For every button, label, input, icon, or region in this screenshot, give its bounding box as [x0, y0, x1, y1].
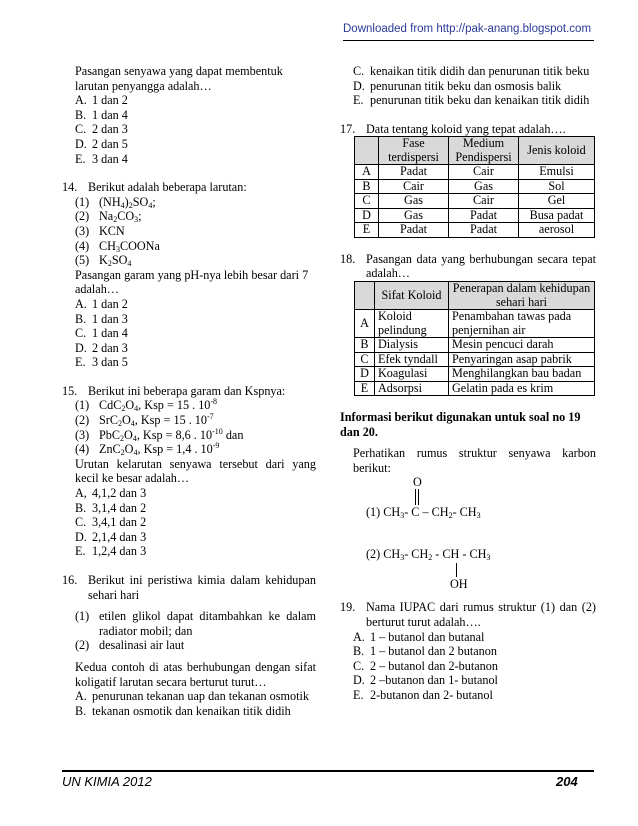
q19-number: 19. — [340, 600, 356, 615]
struct1-formula: (1) $CH_3-$ C – $CH_2-$ $CH_3$ — [366, 505, 481, 521]
table-cell: C — [355, 352, 375, 367]
table-cell: Adsorpsi — [375, 381, 449, 396]
q15-stem: Berikut ini beberapa garam dan Kspnya: — [88, 383, 286, 398]
q14-stem: Berikut adalah beberapa larutan: — [88, 180, 247, 195]
table-cell: D — [355, 367, 375, 382]
table-cell: Penambahan tawas pada penjernihan air — [449, 310, 595, 338]
table-cell: Cair — [449, 194, 519, 209]
footer-divider — [62, 770, 594, 772]
q15-item-4: (4) $ZnC_2O_4$, Ksp = 1,4 . $10^{-9}$ — [75, 441, 220, 458]
q14-item-1: (1) $(NH_4)_2SO_4$; — [75, 194, 156, 210]
table-row — [355, 223, 595, 238]
colloid-application-table — [354, 281, 595, 396]
q17-stem: Data tentang koloid yang tepat adalah…. — [366, 121, 566, 136]
table-row — [355, 352, 595, 367]
q14-item-2: (2) $Na_2CO_3$; — [75, 209, 142, 225]
option-c: C. kenaikan titik didih dan penurunan titik beku — [353, 64, 590, 78]
option-e: E. 3 dan 5 — [75, 355, 128, 370]
table-header-cell — [355, 282, 375, 310]
table-cell: Penyaringan asap pabrik — [449, 352, 595, 367]
table-cell: Gas — [379, 194, 449, 209]
table-row — [355, 338, 595, 353]
table-cell: Koagulasi — [375, 367, 449, 382]
option-d: D. 2,1,4 dan 3 — [75, 529, 147, 544]
question-17 — [340, 122, 596, 238]
option-d: D. penurunan titik beku dan osmosis balik — [353, 78, 562, 93]
page-number: 204 — [556, 774, 578, 789]
table-cell: Gas — [449, 179, 519, 194]
table-row — [355, 165, 595, 180]
table-cell: Sol — [519, 179, 595, 194]
question-16 — [62, 573, 316, 718]
option-c: C. 2 dan 3 — [75, 122, 128, 137]
table-row — [355, 310, 595, 338]
option-a: A, 4,1,2 dan 3 — [75, 486, 147, 501]
table-cell: Menghilangkan bau badan — [449, 367, 595, 382]
struct2-bond — [456, 563, 457, 577]
info-intro: Perhatikan rumus struktur senyawa karbon berikut: — [353, 446, 596, 475]
option-a: A. 1 – butanol dan butanal — [353, 629, 485, 644]
table-cell: D — [355, 208, 379, 223]
option-d: D. 2 –butanon dan 1- butanol — [353, 673, 498, 688]
table-cell: Padat — [449, 223, 519, 238]
table-cell: Padat — [379, 223, 449, 238]
q14-item-3: (3) KCN — [75, 223, 125, 238]
q18-number: 18. — [340, 251, 356, 266]
source-link[interactable]: Downloaded from http://pak-anang.blogspot.com — [343, 23, 592, 35]
q13-stem-line2: larutan penyangga adalah… — [75, 78, 212, 93]
q15-question: Urutan kelarutan senyawa tersebut dari yang kecil ke besar adalah… — [75, 456, 316, 486]
table-header-cell: Medium Pendispersi — [449, 137, 519, 165]
table-cell: Padat — [379, 165, 449, 180]
table-cell: A — [355, 310, 375, 338]
header-divider — [343, 40, 594, 41]
q14-question: Pasangan garam yang pH-nya lebih besar dari 7 adalah… — [75, 267, 309, 297]
table-cell: Cair — [449, 165, 519, 180]
q15-item-1: (1) $CdC_2O_4$, Ksp = 15 . $10^{-8}$ — [75, 397, 218, 414]
q14-number: 14. — [62, 180, 78, 195]
option-e: E. 3 dan 4 — [75, 151, 128, 166]
option-d: D. 2 dan 3 — [75, 340, 128, 355]
q13-stem-line1: Pasangan senyawa yang dapat membentuk — [75, 64, 283, 78]
q15-number: 15. — [62, 383, 78, 398]
table-header-cell: Sifat Koloid — [375, 282, 449, 310]
q16-question: Kedua contoh di atas berhubungan dengan sifat koligatif larutan secara berturut turut… — [75, 659, 316, 689]
q15-item-3: (3) $PbC_2O_4$, Ksp = 8,6 . $10^{-10}$ dan — [75, 426, 244, 443]
table-cell: Emulsi — [519, 165, 595, 180]
info-heading: Informasi berikut digunakan untuk soal no 19 dan 20. — [340, 410, 581, 439]
struct2-formula: (2) $CH_3-$ $CH_2$ - CH - $CH_3$ — [366, 547, 491, 563]
table-header-cell: Penerapan dalam kehidupan sehari hari — [449, 282, 595, 310]
option-b: B. 1 dan 3 — [75, 311, 128, 326]
table-cell: Efek tyndall — [375, 352, 449, 367]
option-a: A. penurunan tekanan uap dan tekanan osmotik — [75, 689, 309, 704]
option-b: B. 1 – butanol dan 2 butanon — [353, 644, 497, 659]
table-cell: Koloid pelindung — [375, 310, 449, 338]
structural-formulas — [353, 475, 596, 593]
option-e: E. penurunan titik beku dan kenaikan titik didih — [353, 93, 590, 108]
q18-stem: Pasangan data yang berhubungan secara tepat adalah… — [366, 251, 596, 281]
q19-stem: Nama IUPAC dari rumus struktur (1) dan (2) berturut turut adalah…. — [366, 600, 596, 630]
table-row — [355, 179, 595, 194]
table-cell: Padat — [449, 208, 519, 223]
table-cell: aerosol — [519, 223, 595, 238]
table-row — [355, 194, 595, 209]
question-15 — [62, 384, 316, 559]
question-14 — [62, 180, 316, 370]
table-cell: A — [355, 165, 379, 180]
colloid-table — [354, 136, 595, 238]
option-c: C. 3,4,1 dan 2 — [75, 515, 147, 530]
option-e: E. 2-butanon dan 2- butanol — [353, 688, 493, 702]
option-c: C. 1 dan 4 — [75, 326, 128, 341]
table-header-row — [355, 137, 595, 165]
table-cell: E — [355, 223, 379, 238]
q17-number: 17. — [340, 121, 356, 136]
struct1-oxygen: O — [413, 475, 422, 490]
question-19 — [340, 600, 596, 702]
table-cell: Busa padat — [519, 208, 595, 223]
table-row — [355, 381, 595, 396]
table-cell: B — [355, 179, 379, 194]
table-cell: Mesin pencuci darah — [449, 338, 595, 353]
table-header-row — [355, 282, 595, 310]
footer-title: UN KIMIA 2012 — [62, 774, 152, 789]
struct2-hydroxyl: OH — [450, 577, 468, 592]
table-cell: Dialysis — [375, 338, 449, 353]
option-d: D. 2 dan 5 — [75, 136, 128, 151]
q14-item-4: (4) $CH_3COONa$ — [75, 238, 160, 254]
option-c: C. 2 – butanol dan 2-butanon — [353, 658, 498, 673]
table-cell: Cair — [379, 179, 449, 194]
question-18 — [340, 252, 596, 396]
table-header-cell: Jenis koloid — [519, 137, 595, 165]
table-row — [355, 367, 595, 382]
table-cell: Gas — [379, 208, 449, 223]
option-b: B. 1 dan 4 — [75, 107, 128, 122]
q14-item-5: (5) $K_2SO_4$ — [75, 253, 132, 269]
table-row — [355, 208, 595, 223]
option-e: E. 1,2,4 dan 3 — [75, 544, 147, 559]
table-cell: Gelatin pada es krim — [449, 381, 595, 396]
info-block — [340, 410, 596, 593]
left-column — [62, 64, 316, 718]
struct1-double-bond-a — [415, 489, 416, 505]
option-a: A. 1 dan 2 — [75, 93, 128, 108]
table-header-cell — [355, 137, 379, 165]
table-cell: E — [355, 381, 375, 396]
option-b: B. 3,1,4 dan 2 — [75, 500, 147, 515]
question-13 — [62, 64, 316, 166]
q16-number: 16. — [62, 573, 78, 587]
q15-item-2: (2) $SrC_2O_4$, Ksp = 15 . $10^{-7}$ — [75, 412, 214, 429]
option-b: B. tekanan osmotik dan kenaikan titik didih — [75, 703, 291, 718]
struct1-double-bond-b — [418, 489, 419, 505]
table-header-cell: Fase terdispersi — [379, 137, 449, 165]
table-cell: Gel — [519, 194, 595, 209]
q16-stem: Berikut ini peristiwa kimia dalam kehidupan sehari hari — [88, 573, 316, 602]
question-16-continued — [340, 64, 596, 108]
right-column — [340, 64, 596, 703]
q16-item-2: (2) desalinasi air laut — [75, 638, 185, 653]
q16-item-1: (1) etilen glikol dapat ditambahkan ke dalam radiator mobil; dan — [75, 609, 316, 638]
table-cell: B — [355, 338, 375, 353]
option-a: A. 1 dan 2 — [75, 296, 128, 311]
table-cell: C — [355, 194, 379, 209]
